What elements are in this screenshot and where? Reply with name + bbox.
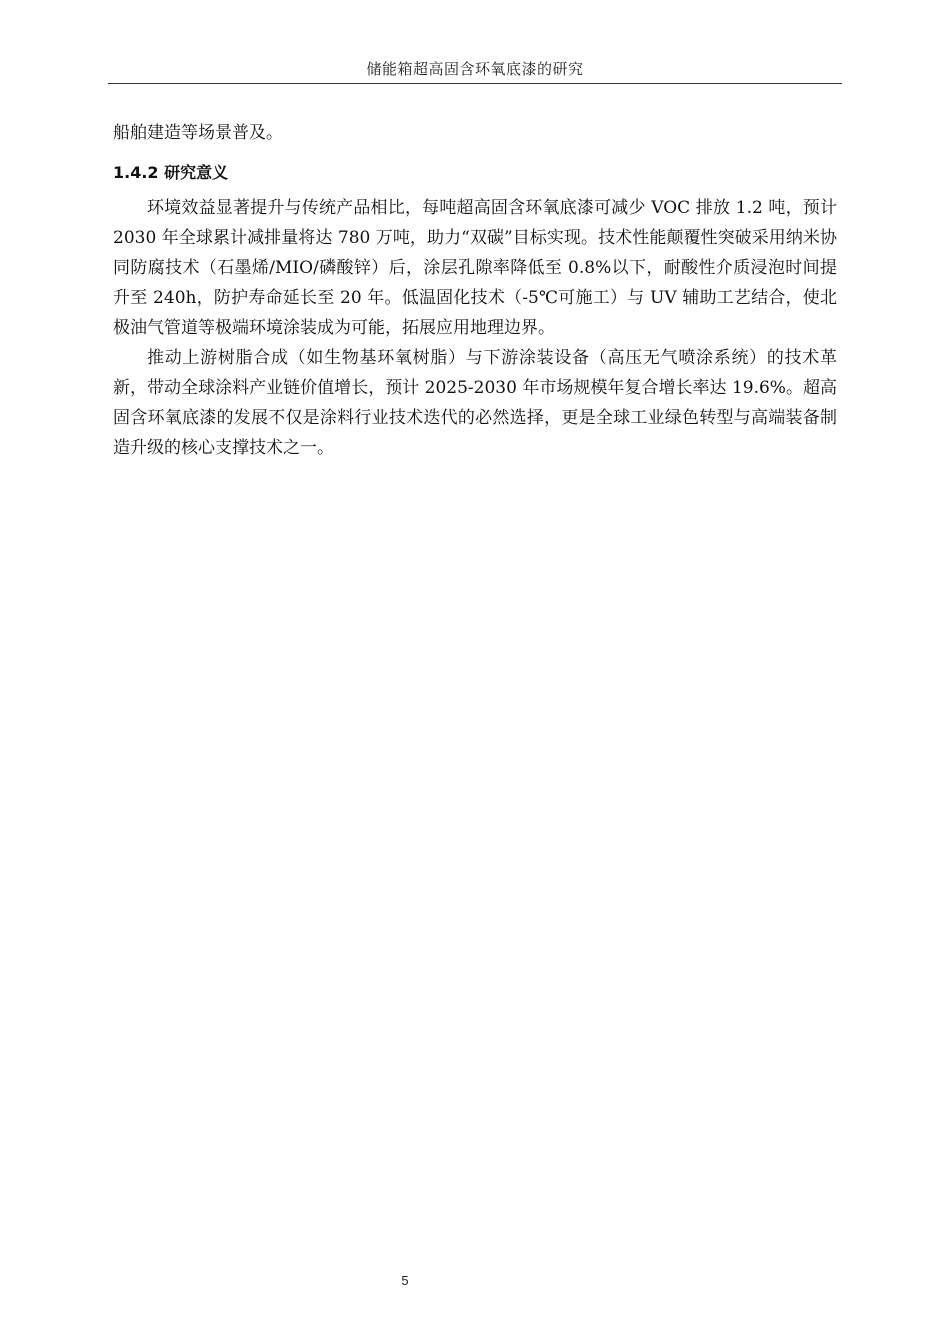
running-header-title: 储能箱超高固含环氧底漆的研究 (366, 60, 584, 78)
paragraph-environmental-benefits: 环境效益显著提升与传统产品相比，每吨超高固含环氧底漆可减少 VOC 排放 1.2 吨，预计 2030 年全球累计减排量将达 780 万吨，助力“双碳”目标实现。技术性能颠覆性突破采用纳米协同防腐技术（石墨烯/MIO/磷酸锌）后，涂层孔隙率降低至 0.8%以下，耐酸性介质浸泡时间提升至 240h，防护寿命延长至 20 年。低温固化技术（-5℃可施工）与 UV 辅助工艺结合，使北极油气管道等极端环境涂装成为可能，拓展应用地理边界。 (113, 198, 837, 338)
body-text (113, 118, 837, 463)
paragraph-industry-chain: 推动上游树脂合成（如生物基环氧树脂）与下游涂装设备（高压无气喷涂系统）的技术革新，带动全球涂料产业链价值增长，预计 2025-2030 年市场规模年复合增长率达 19.6%。超高固含环氧底漆的发展不仅是涂料行业技术迭代的必然选择，更是全球工业绿色转型与高端装备制造升级的核心支撑技术之一。 (113, 348, 837, 458)
page-number: 5 (401, 1273, 409, 1288)
continuation-paragraph: 船舶建造等场景普及。 (113, 123, 283, 143)
section-heading: 1.4.2 研究意义 (113, 163, 229, 182)
header-divider (108, 83, 842, 84)
